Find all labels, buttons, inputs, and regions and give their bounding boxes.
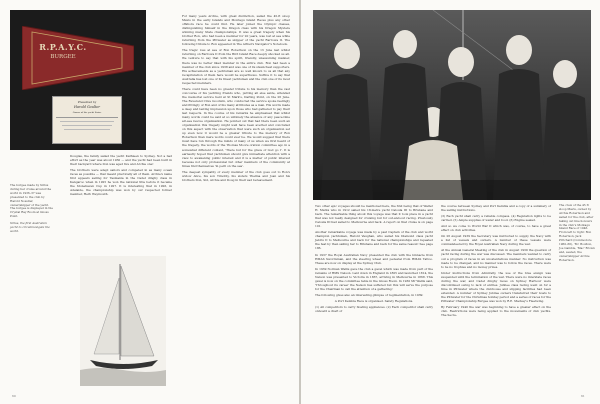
body-paragraph: The tragic loss at sea of Ron Robertson on the 13 June last whilst returning on Rarrowa II from the Bird Island Race deeply shocked us all. We venture to say that with his spirit, friendly, unassuming manner, there was no better liked member in the entire club. Ron had been a member of the club since 1938 and was one of its staunchest supporters. His achievements as a yachtsman are so well known to us all that any recapitulation of them here would be superfluous. Suffice it to say that Australia has lost one of its finest yachtsmen and the club one of its most respected members. xyxy=(182,48,290,85)
page-number-left: 60 xyxy=(12,394,16,398)
card-line-owner: Owner of the yacht Sirius xyxy=(72,111,102,114)
body-paragraph: Two other epic voyages should be mentioned here, the first being that of Walter H. Marks who in 1912 sailed his 18-metre yacht Caloula III to Brisbane and back. The remarkable thing about this voyage was that it took place in a yacht that was not really designed for cruising but for out-and-out racing. Previously Caloula III had sailed to Melbourne and back. A report on that cruise is on page 101. xyxy=(315,204,433,229)
body-paragraph: In 1937 the Royal Australian Navy presented the club with the binnacle from HMAS Swordsman, and the steering wheel and pedestal from HMAS Tattoo. These are now on display at the Sydney Club. xyxy=(315,252,433,265)
caption-paragraph: The crew of the 45 ft sloop Mavis, owned by Archie Robertson and sailed for the club, after taking out line honours in the club's Montagu Island Race of 1946. From left to right: Ron Robertson, Jack Pritchard (Commodore 1960–66), 'Bo' Boulton, Joe Gamble, 'Mac' Brown and, seated, the owner/skipper Archie Robertson. xyxy=(559,203,595,262)
body-paragraph: (3) Each yacht shall carry a reliable compass. (4) Regulation lights to be carried. (5) Ample supplies of water and food. (6) Engine sealed. xyxy=(441,214,551,223)
body-paragraph: Another remarkable voyage was made by a past Captain of the club and world champion yachtsman, Harold Vaughan, who sailed his Diamond class yacht Jabiru II to Melbourne and back for the national championships and repeated the feat by then sailing her to Brisbane and back for the same reason! See page 186. xyxy=(315,230,433,251)
burgee-title: R.P.A.Y.C. xyxy=(39,42,87,52)
body-paragraph: (1) All competitors to carry floating appliances. (2) Each competitor shall carry onboard a chart of xyxy=(315,305,433,314)
right-page xyxy=(301,0,600,404)
mavis-crew-photo xyxy=(313,10,591,200)
body-paragraph: The deepest sympathy of every member of the club goes out to Ron's widow Alice, his son Timothy, his sisters Thelma and Joan and his brothers Don, Sid, Archie and Doug in their sad bereavement. xyxy=(182,169,290,182)
body-paragraph: Under instructions from Admiralty, the use of the blue ensign was suspended until the termination of the war. There were no interstate races during the war, and Cadet dinghy races on Sydney Harbour were discontinued owing to lack of entries. Jubilee class racing went on for a time in Pittwater where the clubhouse and slipping facilities had been extended. A number of Sydney Jubilee owners transferred their boats to the Pittwater for the Christmas holiday period and a series of races for the Pittwater Championship Burgee was won by R.E. Mackay's Fleetwing. xyxy=(441,270,551,303)
body-paragraph: For many years Archie, with great distinction, sailed the 45-ft sloop Mavis in the early Islands and Montagu Island Races plus any other offshore race he could find. He later joined the Olympic classes, distinguishing himself in the Dragon class with his Dragon Mystere winning many State championships. It was a great tragedy when his brother Ron, who had been a member for 20 years, was lost at sea while returning from the Pittwater as skipper of the yacht Rarrowa II. The following tribute to Ron appeared in The Alfred's Navigator's Notebook. xyxy=(182,14,290,47)
caption-paragraph: The burgee made by Sirius during her cruise around the world in 1936–37 was presented to the club by Harold Nossiter, owner/skipper of the yacht. The burgee is displayed in the Crystal Ray Room at Gnoss Point. xyxy=(10,183,53,219)
burgee-caption xyxy=(10,184,54,237)
body-paragraph: In 1939 Norman Wallis gave the club a gavel which was made from part of the remains of HMS Nelson. Laid down in England in 1805 and launched 1814, the Nelson was presented to Victoria in 1867, arriving in Melbourne in 1868. This gavel is now on the committee table in the Gnoss Room. In 1930 Mr Wallis said, 'Throughout its career the Nelson has suffered but this will serve the purpose for the Chairman to call the attention of a gathering.' xyxy=(315,266,433,291)
body-paragraph: There could have been no greater tribute to his memory than the vast concourse of his yachting friends who, putting all else aside, attended the memorial service held at St Mark's, Darling Point, on the 26 June. The Reverend Clive Goodwin, who conducted the service spoke feelingly and fittingly of Ron and of his many attributes as a man. His words made a deep and lasting impression upon those who had gathered to pay their last respects. In the course of his remarks he emphasised that whilst many words could be said at so untimely the absence of any peace-time air-sea rescue organisation. He pointed out that had there been such an organisation this tragedy might well have been averted and concluded on this aspect with the observation that were such an organisation set up even now it would be a greater tribute to the memory of Ron Robertson than mere words could ever be. We would suggest that there must have run through the minds of many of us when we first heard of the tragedy, the words of the Thomas Moore oration committee ago in a somewhat different context, 'There but for the grace of God go I'. It is earnestly hoped that yachtsmen should give immediate attention with a view to awakening public interest and it is a matter of public interest because not only professional but other members of the community at times find themselves 'in peril on the sea'. xyxy=(182,86,290,168)
body-paragraph: By February 1940 the war was beginning to have a greater effect on the club. Restrictions were being applied to the movements of club yachts. The Secre- xyxy=(441,305,551,318)
body-paragraph: The brothers were adept sailors and competed in as many ocean races as possible — that meant practically all of them. Archie's name first appears sailing for Tasmania in the Cadet dinghy class in Kangaroo when in 1925 he won the national title before it became the Stonehaven Cup in 1927. It is interesting that in 1926, in Adelaide, the championship was won by our respected former member, Herb Weymouth. xyxy=(70,168,172,197)
body-paragraph: the course between Sydney and Port Kembla and a copy of a summary of the sailing instructions. xyxy=(441,204,551,213)
body-paragraph: And so we come to World War II which was, of course, to have a great effect on club activities. xyxy=(441,224,551,233)
card-text-block xyxy=(56,117,118,132)
body-paragraph: A Port Kembla Race is organised. Safety Regulations. xyxy=(334,298,414,303)
body-column-right-a xyxy=(315,204,433,315)
body-column-left-b xyxy=(182,14,290,184)
caption-paragraph: Sirius, the first Australian yacht to circumnavigate the world. xyxy=(10,221,50,233)
card-name: Harold Goulter xyxy=(74,105,100,109)
card-line-presented: Presented by xyxy=(77,100,97,104)
body-column-right-b xyxy=(441,204,551,319)
presentation-card xyxy=(52,96,122,144)
page-number-right: 61 xyxy=(581,394,585,398)
body-paragraph: The following gives also an interesting glimpse of regimentation, in 1939: xyxy=(315,292,424,297)
body-paragraph: At the Annual General Meeting of the club in August 1939 the question of yacht racing during the war was discussed. The members wanted to carry out a program of races in an unostentatious manner. No instruction was made to be changed, and no manner was to follow the races. There were to be no trophies and no money prizes. xyxy=(441,248,551,269)
burgee-photo xyxy=(10,10,146,150)
body-paragraph: On 26 August 1939 the Secretary was instructed to supply the Navy with a list of vessels and owners. A number of these vessels were commandeered by the Royal Australian Navy during the war. xyxy=(441,234,551,247)
body-column-left-a xyxy=(70,154,172,198)
left-page xyxy=(0,0,299,404)
yacht-sirius-photo xyxy=(80,256,166,386)
crew-caption xyxy=(559,204,595,266)
body-paragraph: Douglas, the family sailed the yacht Kathleen to Sydney. Not a bad effort as the year was about 1930 — and the yacht had been built in their backyard where Don was aged five and Archie one! xyxy=(70,154,172,167)
burgee-subtitle: BURGEE xyxy=(50,54,76,60)
